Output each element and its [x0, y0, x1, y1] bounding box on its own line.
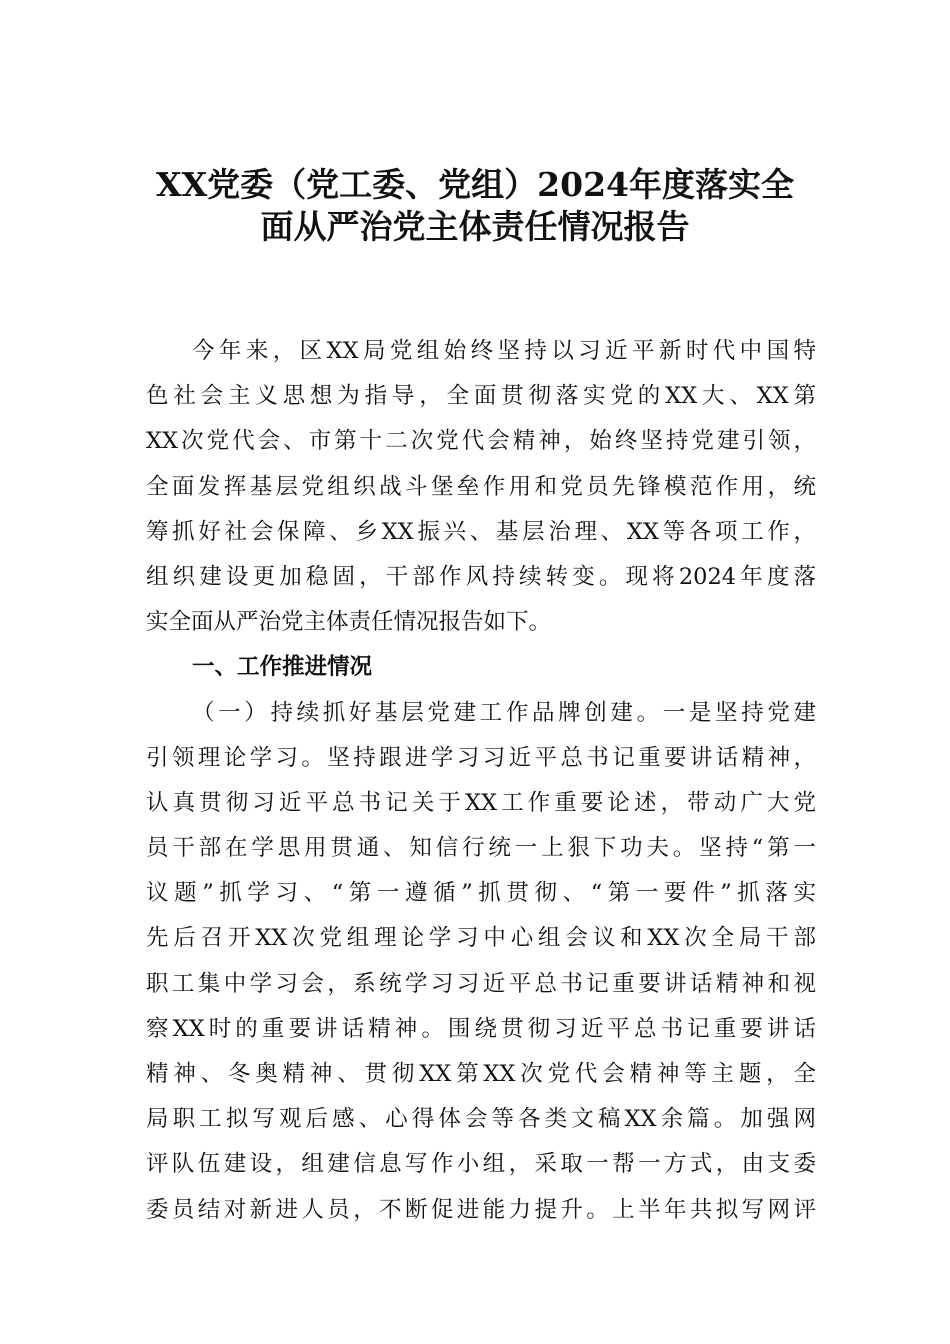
- document-body: [146, 329, 816, 1233]
- paragraph-1-line-3: XX次党代会、市第十二次党代会精神，始终坚持党建引领，: [146, 428, 816, 455]
- paragraph-1-line-5: 筹抓好社会保障、乡XX振兴、基层治理、XX等各项工作，: [146, 518, 816, 545]
- paragraph-2-line-7: 职工集中学习会，系统学习习近平总书记重要讲话精神和视: [146, 970, 816, 997]
- paragraph-2-line-6: 先后召开XX次党组理论学习中心组会议和XX次全局干部: [146, 925, 816, 952]
- document-title-line-1: XX党委（党工委、党组）2024年度落实全: [155, 165, 795, 204]
- paragraph-1-line-1: 今年来，区XX局党组始终坚持以习近平新时代中国特: [192, 338, 816, 364]
- paragraph-2-line-2: 引领理论学习。坚持跟进学习习近平总书记重要讲话精神，: [146, 744, 816, 771]
- paragraph-1-line-6: 组织建设更加稳固，干部作风持续转变。现将2024年度落: [146, 563, 816, 590]
- section-1-heading: 一、工作推进情况: [192, 654, 373, 681]
- paragraph-2-line-1: （一）持续抓好基层党建工作品牌创建。一是坚持党建: [192, 699, 816, 726]
- paragraph-2-line-9: 精神、冬奥精神、贯彻XX第XX次党代会精神等主题，全: [146, 1061, 816, 1087]
- paragraph-2-line-10: 局职工拟写观后感、心得体会等各类文稿XX余篇。加强网: [146, 1106, 816, 1133]
- paragraph-1-line-7: 实全面从严治党主体责任情况报告如下。: [146, 609, 552, 636]
- document-title-line-2: 面从严治党主体责任情况报告: [260, 207, 690, 246]
- paragraph-2-line-5: 议题”抓学习、“第一遵循”抓贯彻、“第一要件”抓落实: [146, 880, 816, 907]
- paragraph-1-line-2: 色社会主义思想为指导，全面贯彻落实党的XX大、XX第: [146, 383, 816, 410]
- paragraph-1-line-4: 全面发挥基层党组织战斗堡垒作用和党员先锋模范作用，统: [146, 473, 816, 500]
- paragraph-2-line-3: 认真贯彻习近平总书记关于XX工作重要论述，带动广大党: [146, 789, 816, 816]
- paragraph-2-line-4: 员干部在学思用贯通、知信行统一上狠下功夫。坚持“第一: [146, 835, 816, 862]
- paragraph-2-line-12: 委员结对新进人员，不断促进能力提升。上半年共拟写网评: [146, 1196, 816, 1223]
- paragraph-2-line-11: 评队伍建设，组建信息写作小组，采取一帮一方式，由支委: [146, 1151, 816, 1178]
- paragraph-2-line-8: 察XX时的重要讲话精神。围绕贯彻习近平总书记重要讲话: [146, 1015, 816, 1042]
